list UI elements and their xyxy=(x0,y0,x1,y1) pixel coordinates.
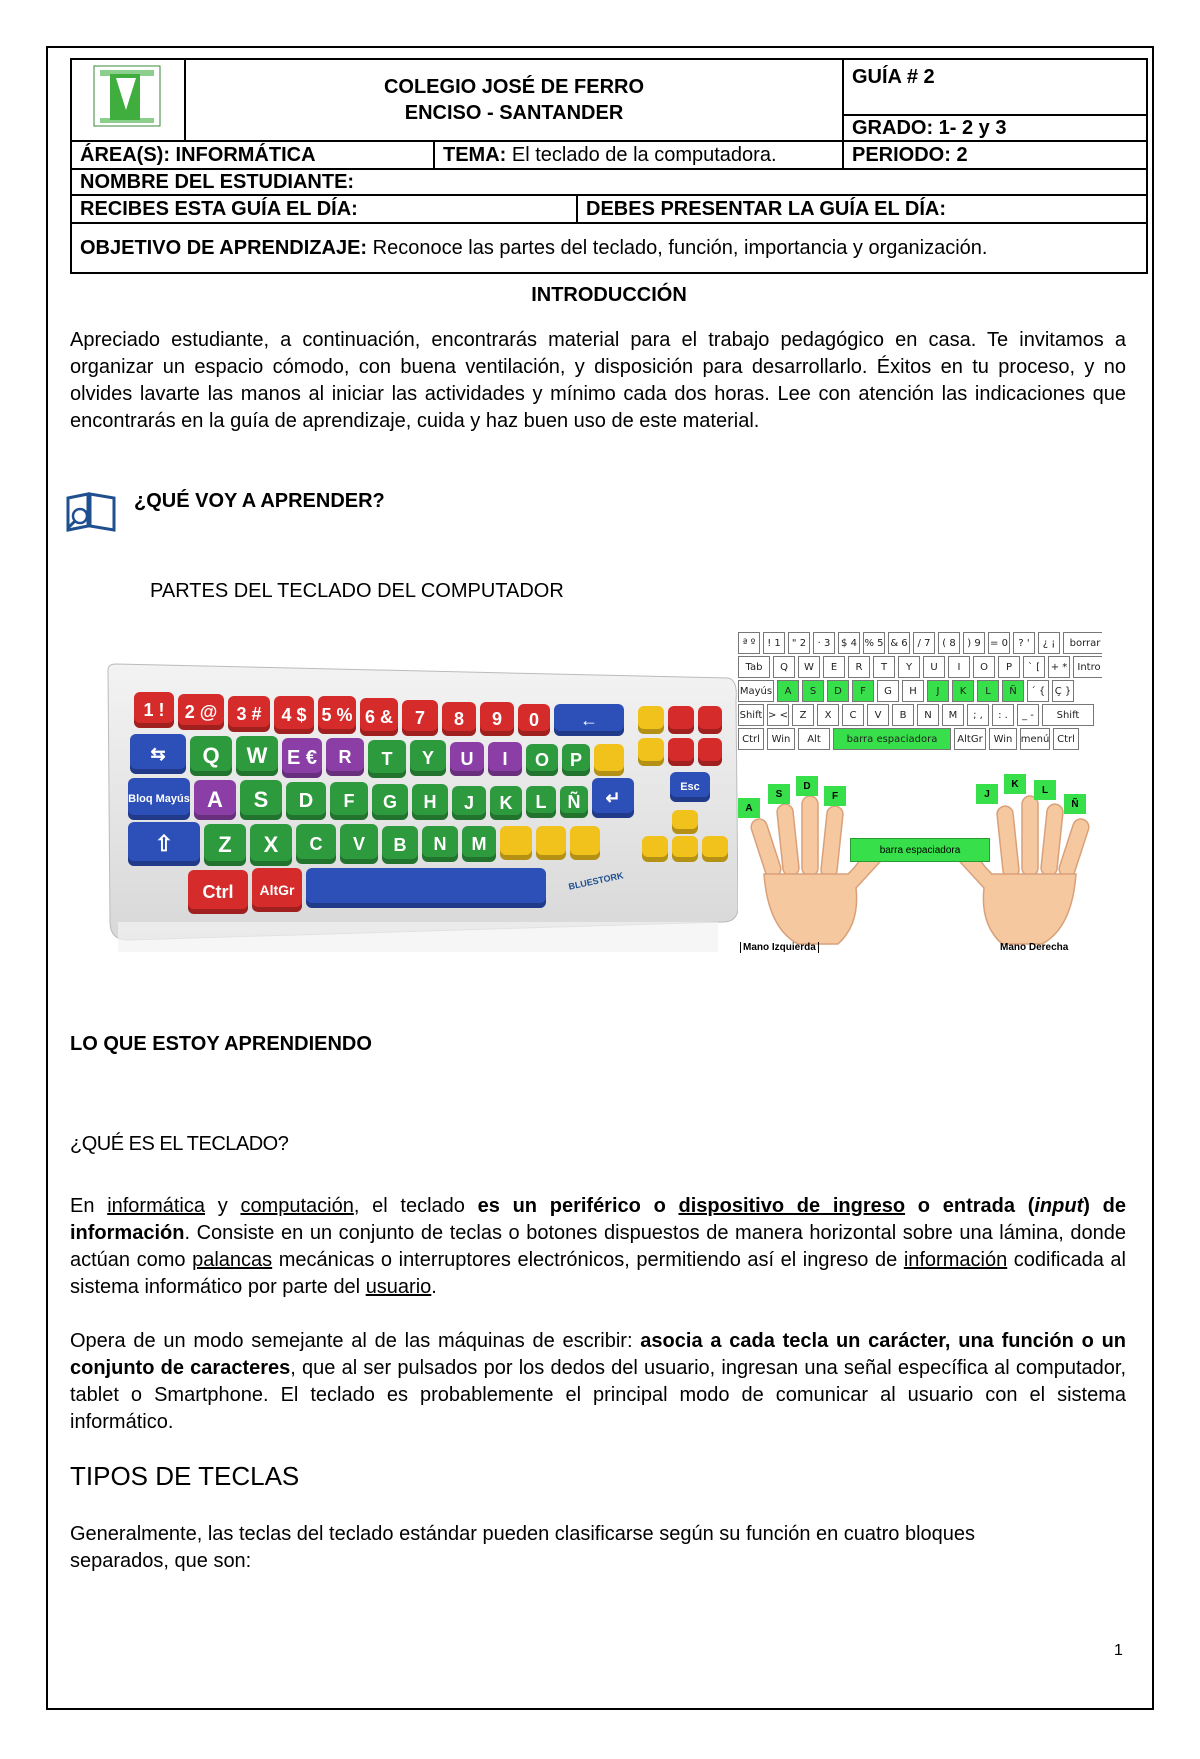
mini-key: Ç } xyxy=(1052,680,1074,702)
key-enter: ↵ xyxy=(592,778,634,818)
mini-key: ª º xyxy=(738,632,760,654)
key-shift: ⇧ xyxy=(128,822,200,866)
key-6: 6 & xyxy=(360,698,398,736)
home-key-right: J xyxy=(976,784,998,804)
home-key-left: D xyxy=(796,776,818,796)
key-s: S xyxy=(240,780,282,820)
key-side-3 xyxy=(698,706,722,734)
header-table xyxy=(70,58,1148,274)
key-t: T xyxy=(368,740,406,778)
mini-key-shift: Shift xyxy=(738,704,764,726)
receive-date-field: RECIBES ESTA GUÍA EL DÍA: xyxy=(72,196,578,222)
mini-key: R xyxy=(848,656,870,678)
spacebar-label: barra espaciadora xyxy=(850,838,990,862)
deliver-date-field: DEBES PRESENTAR LA GUÍA EL DÍA: xyxy=(586,197,947,220)
key-spacebar xyxy=(306,868,546,908)
mini-key-home: S xyxy=(802,680,824,702)
key-b: B xyxy=(382,826,418,864)
key-w: W xyxy=(236,736,278,776)
key-k: K xyxy=(490,786,522,820)
key-side-6 xyxy=(698,738,722,766)
text: codificada al sistema informático por parte del xyxy=(70,1249,1126,1298)
page-number: 1 xyxy=(1114,1642,1123,1659)
objective-text: Reconoce las partes del teclado, función, importancia y organización. xyxy=(372,237,988,259)
keyboard-operation-paragraph xyxy=(70,1328,1126,1436)
home-key-left: S xyxy=(768,784,790,804)
keyboard-image xyxy=(98,660,738,960)
key-y: Y xyxy=(410,740,446,776)
period: PERIODO: 2 xyxy=(843,141,1147,169)
key-q: Q xyxy=(190,736,232,776)
key-capslock: Bloq Mayús xyxy=(128,778,190,820)
right-hand-label: Mano Derecha xyxy=(1000,942,1069,953)
key-h: H xyxy=(412,784,448,820)
home-key-right: Ñ xyxy=(1064,794,1086,814)
key-comma xyxy=(500,826,532,860)
mini-key-altgr: AltGr xyxy=(954,728,986,750)
mini-key: I xyxy=(948,656,970,678)
mini-key-home: L xyxy=(977,680,999,702)
book-icon xyxy=(64,490,118,537)
home-key-left: F xyxy=(824,786,846,806)
mini-key: ¿ ¡ xyxy=(1038,632,1060,654)
figure-caption: PARTES DEL TECLADO DEL COMPUTADOR xyxy=(150,580,564,602)
key-tab: ⇆ xyxy=(130,734,186,774)
key-ctrl: Ctrl xyxy=(188,870,248,914)
objective-label: OBJETIVO DE APRENDIZAJE: xyxy=(80,237,368,259)
mini-key: + * xyxy=(1048,656,1070,678)
home-key-right: K xyxy=(1004,774,1026,794)
student-name-field: NOMBRE DEL ESTUDIANTE: xyxy=(71,169,1147,195)
mini-key-win: Win xyxy=(989,728,1017,750)
mini-key: $ 4 xyxy=(838,632,860,654)
area-topic-row xyxy=(71,141,843,169)
key-arrow-right xyxy=(702,836,728,862)
key-arrow-left xyxy=(642,836,668,862)
key-5: 5 % xyxy=(318,696,356,734)
link-palancas[interactable]: palancas xyxy=(192,1249,273,1271)
italic-input: input xyxy=(1034,1195,1084,1217)
link-computacion[interactable]: computación xyxy=(240,1195,354,1217)
dates-row xyxy=(71,195,1147,223)
mini-key-win: Win xyxy=(767,728,795,750)
mini-key-caps: Mayús xyxy=(738,680,774,702)
link-informacion[interactable]: información xyxy=(903,1249,1008,1271)
school-location: ENCISO - SANTANDER xyxy=(404,102,624,124)
bold-text: o entrada ( xyxy=(905,1195,1035,1217)
link-usuario[interactable]: usuario xyxy=(365,1276,432,1298)
mini-key: U xyxy=(923,656,945,678)
typing-diagram xyxy=(738,628,1102,968)
text: En xyxy=(70,1195,108,1217)
mini-key: _ - xyxy=(1017,704,1039,726)
mini-key: H xyxy=(902,680,924,702)
key-j: J xyxy=(452,786,486,820)
topic-value: El teclado de la computadora. xyxy=(511,143,777,166)
text: , el teclado xyxy=(353,1195,478,1217)
mini-key: ) 9 xyxy=(963,632,985,654)
mini-key: ( 8 xyxy=(938,632,960,654)
key-d: D xyxy=(286,782,326,820)
key-period xyxy=(536,826,566,860)
key-e: E € xyxy=(282,738,322,778)
mini-key: Z xyxy=(792,704,814,726)
mini-key: B xyxy=(892,704,914,726)
key-o: O xyxy=(526,744,558,776)
mini-key: ; , xyxy=(967,704,989,726)
bold-text: ) de información xyxy=(70,1195,1126,1244)
text: mecánicas o interruptores electrónicos, permitiendo así el ingreso de xyxy=(272,1249,904,1271)
area: ÁREA(S): INFORMÁTICA xyxy=(72,142,435,168)
types-paragraph: Generalmente, las teclas del teclado estándar pueden clasificarse según su función en cuatro bloques separados, que son: xyxy=(70,1523,976,1572)
mini-key-ctrl: Ctrl xyxy=(738,728,764,750)
school-name: COLEGIO JOSÉ DE FERRO xyxy=(383,76,645,98)
text: y xyxy=(205,1195,241,1217)
mini-key: " 2 xyxy=(788,632,810,654)
bold-text: es un periférico o xyxy=(477,1195,679,1217)
section-learning-heading: LO QUE ESTOY APRENDIENDO xyxy=(70,1033,372,1055)
key-2: 2 @ xyxy=(178,694,224,730)
key-arrow-down xyxy=(672,836,698,862)
key-p: P xyxy=(562,744,590,776)
topic xyxy=(435,142,785,168)
mini-key-home: D xyxy=(827,680,849,702)
home-key-left: A xyxy=(738,798,760,818)
mini-key-menu: menú xyxy=(1020,728,1050,750)
link-informatica[interactable]: informática xyxy=(107,1195,205,1217)
key-m: M xyxy=(462,826,496,862)
mini-key-home: Ñ xyxy=(1002,680,1024,702)
mini-key: Q xyxy=(773,656,795,678)
school-logo xyxy=(80,62,176,132)
link-dispositivo-ingreso[interactable]: dispositivo de ingreso xyxy=(678,1195,906,1217)
mini-key: ` [ xyxy=(1023,656,1045,678)
mini-key: W xyxy=(798,656,820,678)
grade: GRADO: 1- 2 y 3 xyxy=(843,115,1147,141)
key-enye: Ñ xyxy=(560,786,588,818)
mini-key: G xyxy=(877,680,899,702)
key-side-2 xyxy=(668,706,694,734)
mini-key: : . xyxy=(992,704,1014,726)
key-g: G xyxy=(372,784,408,820)
text: . xyxy=(431,1276,437,1298)
key-side-1 xyxy=(638,706,664,734)
mini-key: C xyxy=(842,704,864,726)
mini-key-intro: Intro xyxy=(1073,656,1102,678)
mini-key: / 7 xyxy=(913,632,935,654)
mini-key-home: K xyxy=(952,680,974,702)
mini-key-backspace: borrar xyxy=(1063,632,1102,654)
key-f: F xyxy=(330,782,368,820)
mini-key-home: F xyxy=(852,680,874,702)
key-v: V xyxy=(340,824,378,864)
mini-key: · 3 xyxy=(813,632,835,654)
mini-key: E xyxy=(823,656,845,678)
mini-key-space: barra espaciadora xyxy=(833,728,951,750)
mini-key: & 6 xyxy=(888,632,910,654)
key-7: 7 xyxy=(402,700,438,736)
school-logo-cell xyxy=(71,59,185,141)
mini-key: ! 1 xyxy=(763,632,785,654)
key-n: N xyxy=(422,826,458,862)
mini-key: T xyxy=(873,656,895,678)
key-z: Z xyxy=(204,824,246,866)
mini-key: % 5 xyxy=(863,632,885,654)
key-side-5 xyxy=(668,738,694,766)
school-name-cell xyxy=(185,59,843,141)
guide-number: GUÍA # 2 xyxy=(843,59,1147,115)
key-i: I xyxy=(488,742,522,776)
mini-key: Y xyxy=(898,656,920,678)
left-hand-label: Mano Izquierda xyxy=(740,942,819,953)
mini-key-home: J xyxy=(927,680,949,702)
topic-label: TEMA: xyxy=(443,143,507,166)
mini-key: N xyxy=(917,704,939,726)
intro-text: Apreciado estudiante, a continuación, encontrarás material para el trabajo pedagógico en casa. Te invitamos a organizar un espacio cómodo, con buena ventilación, y disposición para desarrollarlo. Éxitos en tu proceso, y no olvides lavarte las manos al iniciar las actividades y mínimo cada dos horas. Lee con atención las indicaciones que encontrarás en la guía de aprendizaje, cuida y haz buen uso de este material. xyxy=(70,329,1126,432)
mini-key: ? ' xyxy=(1013,632,1035,654)
mini-key: = 0 xyxy=(988,632,1010,654)
key-0: 0 xyxy=(518,704,550,736)
key-bracket xyxy=(594,744,624,776)
objective xyxy=(71,223,1147,273)
text: , que al ser pulsados por los dedos del usuario, ingresan una señal específica al computador, tablet o Smartphone. El teclado es probablemente el principal modo de comunicar al usuario con el sistema informático. xyxy=(70,1357,1127,1433)
keyboard-brand: BLUESTORK xyxy=(567,870,625,892)
key-x: X xyxy=(250,824,292,866)
mini-key: > < xyxy=(767,704,789,726)
key-1: 1 ! xyxy=(134,692,174,728)
mini-key: V xyxy=(867,704,889,726)
key-backspace: ← xyxy=(554,704,624,736)
mini-key-home: A xyxy=(777,680,799,702)
types-heading: TIPOS DE TECLAS xyxy=(70,1461,300,1491)
key-9: 9 xyxy=(480,702,514,736)
key-3: 3 # xyxy=(228,696,270,732)
mini-key: ´ { xyxy=(1027,680,1049,702)
text: Opera de un modo semejante al de las máquinas de escribir: xyxy=(70,1330,641,1352)
keyboard-definition-paragraph xyxy=(70,1193,1126,1301)
key-side-4 xyxy=(638,738,664,766)
key-arrow-up xyxy=(672,810,698,834)
key-r: R xyxy=(326,738,364,776)
bold-text: asocia a cada tecla un carácter, una función o un conjunto de caracteres xyxy=(70,1330,1126,1379)
mini-key: X xyxy=(817,704,839,726)
text: . Consiste en un conjunto de teclas o botones dispuestos de manera horizontal sobre una lámina, donde actúan como xyxy=(70,1222,1126,1271)
home-key-right: L xyxy=(1034,780,1056,800)
key-8: 8 xyxy=(442,702,476,736)
key-l: L xyxy=(526,786,556,818)
mini-key: P xyxy=(998,656,1020,678)
key-4: 4 $ xyxy=(274,696,314,734)
mini-key: O xyxy=(973,656,995,678)
mini-key-ctrl: Ctrl xyxy=(1053,728,1079,750)
question-heading: ¿QUÉ ES EL TECLADO? xyxy=(70,1133,289,1155)
key-c: C xyxy=(296,824,336,864)
mini-key-shift-right: Shift xyxy=(1042,704,1094,726)
intro-title: INTRODUCCIÓN xyxy=(531,284,687,306)
key-altgr: AltGr xyxy=(252,868,302,912)
key-esc: Esc xyxy=(670,772,710,802)
mini-key: M xyxy=(942,704,964,726)
mini-key-alt: Alt xyxy=(798,728,830,750)
key-dash xyxy=(570,826,600,860)
mini-key-tab: Tab xyxy=(738,656,770,678)
key-u: U xyxy=(450,742,484,776)
key-a: A xyxy=(194,780,236,820)
learn-heading: ¿QUÉ VOY A APRENDER? xyxy=(134,490,385,512)
